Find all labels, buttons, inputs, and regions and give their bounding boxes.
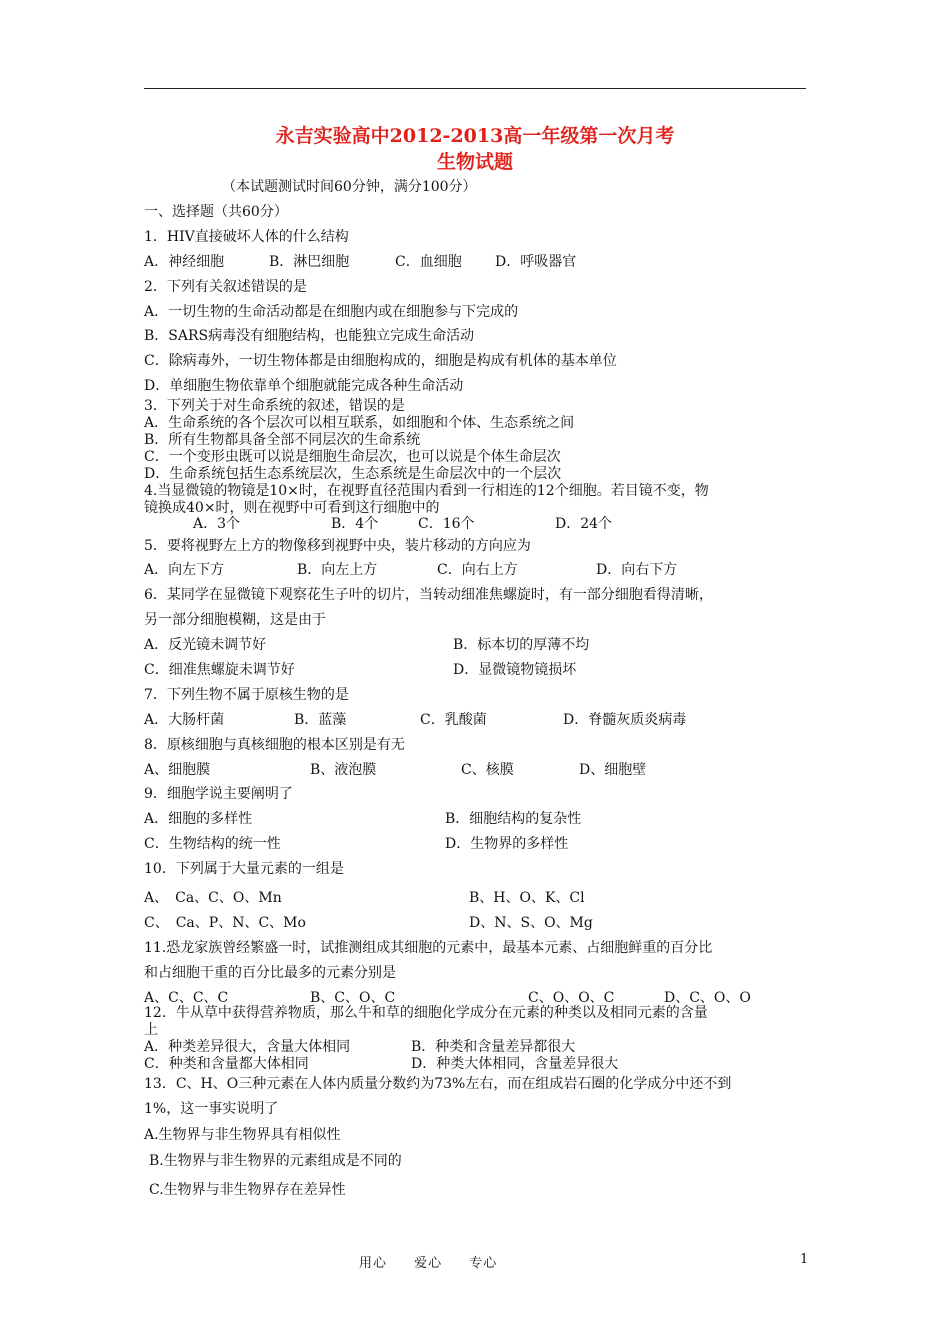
- exam-title: 永吉实验高中2012-2013高一年级第一次月考: [275, 125, 675, 147]
- q1-option-a: A．神经细胞: [144, 254, 225, 270]
- q6-option-a: A．反光镜未调节好: [144, 637, 267, 653]
- question-11-stem-line1: 11.恐龙家族曾经繁盛一时，试推测组成其细胞的元素中，最基本元素、占细胞鲜重的百分比: [144, 940, 713, 956]
- question-1-stem: 1．HIV直接破坏人体的什么结构: [144, 229, 349, 245]
- question-10-stem: 10．下列属于大量元素的一组是: [144, 861, 344, 877]
- section-heading: 一、选择题（共60分）: [144, 204, 288, 220]
- q4-option-c: C．16个: [418, 516, 475, 532]
- question-12-stem-line1: 12．牛从草中获得营养物质，那么牛和草的细胞化学成分在元素的种类以及相同元素的含量: [144, 1005, 708, 1021]
- q5-option-d: D．向右下方: [596, 562, 678, 578]
- q12-option-d: D．种类大体相同，含量差异很大: [411, 1056, 619, 1072]
- question-4-stem-line1: 4.当显微镜的物镜是10×时，在视野直径范围内看到一行相连的12个细胞。若目镜不变，物: [144, 483, 709, 499]
- q9-option-d: D．生物界的多样性: [445, 836, 569, 852]
- header-rule: [144, 88, 806, 89]
- question-3-stem: 3．下列关于对生命系统的叙述，错误的是: [144, 398, 405, 414]
- q9-option-b: B．细胞结构的复杂性: [445, 811, 582, 827]
- q1-option-b: B．淋巴细胞: [269, 254, 350, 270]
- q9-option-c: C．生物结构的统一性: [144, 836, 281, 852]
- q9-option-a: A．细胞的多样性: [144, 811, 253, 827]
- q12-option-a: A．种类差异很大，含量大体相同: [144, 1039, 351, 1055]
- q10-option-d: D、N、S、O、Mg: [469, 915, 593, 931]
- q7-option-b: B．蓝藻: [294, 712, 347, 728]
- question-13-stem-line1: 13．C、H、O三种元素在人体内质量分数约为73%左右，而在组成岩石圈的化学成分中还不到: [144, 1076, 732, 1092]
- q3-option-a: A．生命系统的各个层次可以相互联系，如细胞和个体、生态系统之间: [144, 415, 575, 431]
- q2-option-d: D．单细胞生物依靠单个细胞就能完成各种生命活动: [144, 378, 464, 394]
- q11-option-a: A、C、C、C: [144, 990, 229, 1006]
- question-8-stem: 8．原核细胞与真核细胞的根本区别是有无: [144, 737, 405, 753]
- q13-option-c: C.生物界与非生物界存在差异性: [149, 1182, 346, 1198]
- q3-option-c: C．一个变形虫既可以说是细胞生命层次，也可以说是个体生命层次: [144, 449, 561, 465]
- q11-option-c: C、O、O、C: [528, 990, 615, 1006]
- q10-option-a: A、 Ca、C、O、Mn: [144, 890, 282, 906]
- page-number: 1: [800, 1252, 809, 1267]
- question-4-stem-line2: 镜换成40×时，则在视野中可看到这行细胞中的: [144, 500, 440, 516]
- q10-option-b: B、H、O、K、Cl: [469, 890, 585, 906]
- q7-option-c: C．乳酸菌: [420, 712, 487, 728]
- q12-option-c: C．种类和含量都大体相同: [144, 1056, 309, 1072]
- q11-option-b: B、C、O、C: [310, 990, 396, 1006]
- q7-option-d: D．脊髓灰质炎病毒: [563, 712, 687, 728]
- question-6-stem-line2: 另一部分细胞模糊，这是由于: [144, 612, 326, 628]
- question-6-stem-line1: 6．某同学在显微镜下观察花生子叶的切片，当转动细准焦螺旋时，有一部分细胞看得清晰，: [144, 587, 713, 603]
- question-12-stem-line2: 上: [144, 1022, 158, 1038]
- question-7-stem: 7．下列生物不属于原核生物的是: [144, 687, 349, 703]
- question-13-stem-line2: 1%，这一事实说明了: [144, 1101, 279, 1117]
- q5-option-c: C．向右上方: [437, 562, 518, 578]
- q8-option-b: B、液泡膜: [310, 762, 377, 778]
- q6-option-d: D．显微镜物镜损坏: [453, 662, 577, 678]
- q5-option-b: B．向左上方: [297, 562, 378, 578]
- page-footer-motto: 用心 爱心 专心: [359, 1256, 498, 1271]
- question-5-stem: 5．要将视野左上方的物像移到视野中央，装片移动的方向应为: [144, 538, 531, 554]
- q12-option-b: B．种类和含量差异都很大: [411, 1039, 576, 1055]
- q2-option-c: C．除病毒外，一切生物体都是由细胞构成的，细胞是构成有机体的基本单位: [144, 353, 617, 369]
- question-11-stem-line2: 和占细胞干重的百分比最多的元素分别是: [144, 965, 396, 981]
- q1-option-d: D．呼吸器官: [495, 254, 577, 270]
- q4-option-a: A．3个: [193, 516, 241, 532]
- question-9-stem: 9．细胞学说主要阐明了: [144, 786, 293, 802]
- q4-option-b: B．4个: [331, 516, 379, 532]
- q7-option-a: A．大肠杆菌: [144, 712, 225, 728]
- q8-option-c: C、核膜: [461, 762, 514, 778]
- q10-option-c: C、 Ca、P、N、C、Mo: [144, 915, 306, 931]
- q4-option-d: D．24个: [555, 516, 613, 532]
- q2-option-a: A．一切生物的生命活动都是在细胞内或在细胞参与下完成的: [144, 304, 519, 320]
- q6-option-b: B．标本切的厚薄不均: [453, 637, 590, 653]
- q3-option-d: D．生命系统包括生态系统层次，生态系统是生命层次中的一个层次: [144, 466, 562, 482]
- exam-note: （本试题测试时间60分钟，满分100分）: [222, 179, 477, 195]
- exam-subtitle: 生物试题: [436, 151, 513, 173]
- q13-option-b: B.生物界与非生物界的元素组成是不同的: [149, 1153, 402, 1169]
- q8-option-d: D、细胞壁: [579, 762, 647, 778]
- question-2-stem: 2．下列有关叙述错误的是: [144, 279, 307, 295]
- q13-option-a: A.生物界与非生物界具有相似性: [144, 1127, 341, 1143]
- q3-option-b: B．所有生物都具备全部不同层次的生命系统: [144, 432, 421, 448]
- q11-option-d: D、C、O、O: [664, 990, 751, 1006]
- q1-option-c: C．血细胞: [395, 254, 462, 270]
- q6-option-c: C．细准焦螺旋未调节好: [144, 662, 295, 678]
- q8-option-a: A、细胞膜: [144, 762, 211, 778]
- q2-option-b: B．SARS病毒没有细胞结构，也能独立完成生命活动: [144, 328, 475, 344]
- q5-option-a: A．向左下方: [144, 562, 225, 578]
